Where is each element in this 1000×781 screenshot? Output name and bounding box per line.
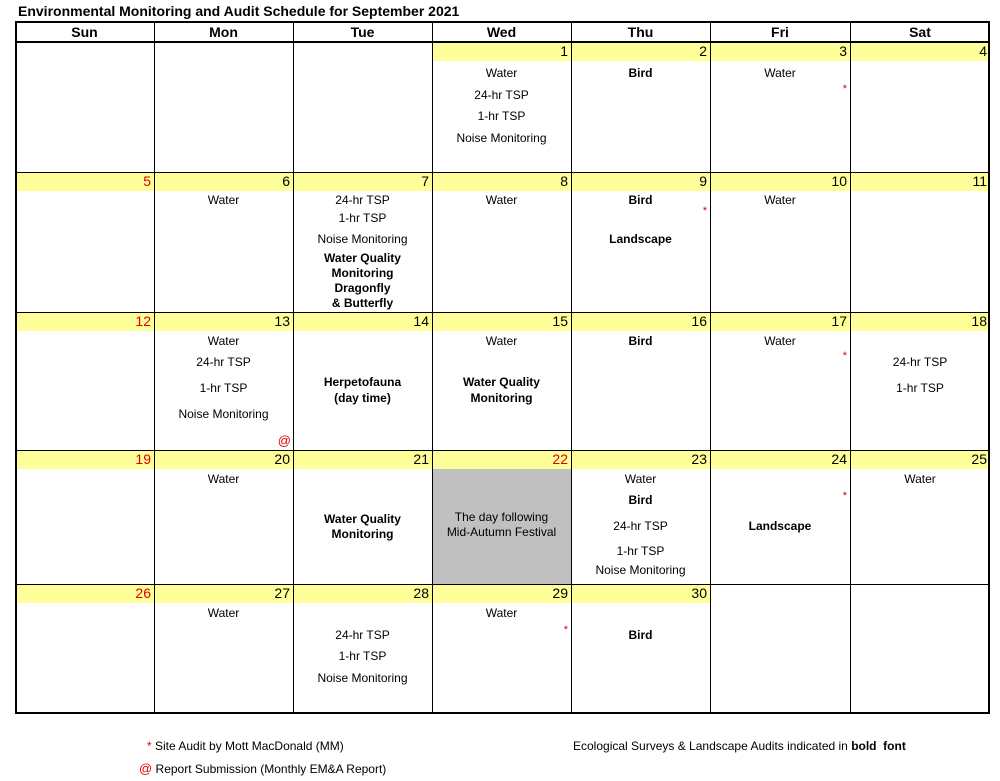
- day-number: 11: [972, 173, 987, 189]
- schedule-item: 1-hr TSP: [338, 211, 387, 225]
- schedule-item: Water: [485, 606, 518, 620]
- day-cell-8: [432, 172, 571, 312]
- day-number: 13: [274, 313, 290, 329]
- date-bar: [710, 42, 850, 61]
- weekday-header-thu: Thu: [627, 24, 654, 40]
- date-bar: [432, 584, 571, 603]
- schedule-item: Noise Monitoring: [317, 671, 408, 685]
- schedule-item: Monitoring: [331, 266, 394, 280]
- date-bar: [850, 312, 990, 331]
- schedule-item: Water Quality: [324, 251, 401, 265]
- day-cell-13: [154, 312, 293, 450]
- date-bar: [15, 584, 154, 603]
- calendar-grid: [15, 21, 990, 714]
- grid-col-line: [293, 21, 294, 714]
- schedule-item: 1-hr TSP: [896, 381, 944, 395]
- day-cell-26: [15, 584, 154, 714]
- legend-eco-bold: bold font: [851, 739, 906, 753]
- day-cell-24: [710, 450, 850, 584]
- day-number: 14: [413, 313, 429, 329]
- day-number: 30: [691, 585, 707, 601]
- grid-border-left: [15, 21, 17, 714]
- grid-col-line: [571, 21, 572, 714]
- page-title: Environmental Monitoring and Audit Schedule for September 2021: [18, 3, 460, 19]
- legend-at-symbol: @: [139, 761, 153, 776]
- date-bar: [15, 172, 154, 191]
- grid-row-line: [15, 172, 990, 173]
- date-bar: [571, 172, 710, 191]
- grid-col-line: [432, 21, 433, 714]
- schedule-item: Water: [207, 193, 240, 207]
- site-audit-marker: *: [842, 350, 847, 362]
- day-number: 1: [560, 43, 568, 59]
- legend-site-audit: [147, 739, 344, 753]
- schedule-item: Water: [764, 334, 796, 348]
- day-cell-22: [432, 450, 571, 584]
- schedule-item: Water Quality: [463, 375, 540, 389]
- date-bar: [710, 172, 850, 191]
- schedule-item: Dragonfly: [334, 281, 391, 295]
- site-audit-marker: *: [563, 624, 568, 636]
- weekday-header-sun: Sun: [71, 24, 98, 40]
- day-cell-27: [154, 584, 293, 714]
- grid-border-bottom: [15, 712, 990, 714]
- date-bar: [154, 312, 293, 331]
- day-number: 19: [135, 451, 151, 467]
- schedule-item: Water: [207, 606, 240, 620]
- date-bar: [293, 450, 432, 469]
- legend-eco-text: Ecological Surveys & Landscape Audits indicated in: [573, 739, 848, 753]
- schedule-item: Monitoring: [331, 527, 394, 541]
- weekday-header-sat: Sat: [909, 24, 931, 40]
- day-number: 28: [413, 585, 429, 601]
- day-cell-12: [15, 312, 154, 450]
- schedule-item: Water Quality: [324, 512, 401, 526]
- day-cell-6: [154, 172, 293, 312]
- schedule-item: Bird: [628, 193, 653, 207]
- day-number: 18: [971, 313, 987, 329]
- day-number: 16: [691, 313, 707, 329]
- legend-at-text: Report Submission (Monthly EM&A Report): [155, 762, 387, 776]
- day-cell-30: [571, 584, 710, 714]
- day-number: 7: [421, 173, 429, 189]
- schedule-item: Landscape: [748, 519, 812, 533]
- day-cell-7: [293, 172, 432, 312]
- legend-ecological: [573, 739, 906, 753]
- day-number: 23: [691, 451, 707, 467]
- date-bar: [432, 42, 571, 61]
- day-number: 20: [274, 451, 290, 467]
- schedule-item: Bird: [628, 334, 653, 348]
- date-bar: [571, 42, 710, 61]
- legend-report-submission: [139, 762, 386, 776]
- date-bar: [710, 312, 850, 331]
- day-cell-5: [15, 172, 154, 312]
- schedule-item: 24-hr TSP: [196, 355, 251, 369]
- day-cell-28: [293, 584, 432, 714]
- date-bar: [154, 450, 293, 469]
- grid-col-line: [710, 21, 711, 714]
- day-number: 9: [699, 173, 707, 189]
- date-bar: [293, 312, 432, 331]
- day-cell-3: [710, 42, 850, 172]
- day-cell-10: [710, 172, 850, 312]
- date-bar: [850, 172, 990, 191]
- day-number: 27: [274, 585, 290, 601]
- schedule-item: Noise Monitoring: [595, 563, 686, 577]
- schedule-item: 1-hr TSP: [477, 109, 526, 123]
- schedule-item: (day time): [334, 391, 391, 405]
- schedule-item: 1-hr TSP: [338, 649, 387, 663]
- day-cell-21: [293, 450, 432, 584]
- day-number: 4: [979, 43, 987, 59]
- date-bar: [15, 312, 154, 331]
- schedule-item: Water: [485, 334, 518, 348]
- schedule-item: Mid-Autumn Festival: [446, 525, 557, 539]
- schedule-item: Herpetofauna: [323, 375, 402, 389]
- day-cell-23: [571, 450, 710, 584]
- day-cell-1: [432, 42, 571, 172]
- date-bar: [154, 172, 293, 191]
- date-bar: [154, 584, 293, 603]
- schedule-item: 24-hr TSP: [613, 519, 668, 533]
- date-bar: [293, 584, 432, 603]
- schedule-item: Water: [764, 193, 796, 207]
- day-number: 3: [839, 43, 847, 59]
- schedule-item: Water: [624, 472, 657, 486]
- site-audit-marker: *: [842, 83, 847, 95]
- day-number: 21: [413, 451, 429, 467]
- day-number: 22: [552, 451, 568, 467]
- schedule-item: The day following: [454, 510, 549, 524]
- legend-star-symbol: *: [147, 739, 152, 753]
- report-submission-marker: @: [277, 433, 291, 448]
- grid-col-line: [850, 21, 851, 714]
- schedule-item: 24-hr TSP: [474, 88, 529, 102]
- day-number: 8: [560, 173, 568, 189]
- day-number: 26: [135, 585, 151, 601]
- schedule-item: Water: [904, 472, 936, 486]
- schedule-item: & Butterfly: [331, 296, 394, 310]
- day-cell-18: [850, 312, 990, 450]
- legend-star-text: Site Audit by Mott MacDonald (MM): [155, 739, 344, 753]
- schedule-item: Bird: [628, 66, 653, 80]
- date-bar: [850, 42, 990, 61]
- date-bar: [571, 450, 710, 469]
- day-number: 5: [143, 173, 151, 189]
- schedule-item: Noise Monitoring: [456, 131, 547, 145]
- schedule-item: Water: [764, 66, 796, 80]
- day-number: 15: [552, 313, 568, 329]
- grid-border-right: [988, 21, 990, 714]
- weekday-header-tue: Tue: [350, 24, 375, 40]
- day-cell-20: [154, 450, 293, 584]
- schedule-item: Bird: [628, 628, 653, 642]
- grid-row-line: [15, 584, 990, 585]
- day-cell-11: [850, 172, 990, 312]
- day-cell-14: [293, 312, 432, 450]
- schedule-item: 24-hr TSP: [335, 628, 390, 642]
- day-number: 25: [971, 451, 987, 467]
- date-bar: [571, 584, 710, 603]
- day-cell-25: [850, 450, 990, 584]
- site-audit-marker: *: [702, 205, 707, 217]
- day-number: 6: [282, 173, 290, 189]
- day-number: 24: [831, 451, 847, 467]
- schedule-item: Bird: [628, 493, 653, 507]
- date-bar: [432, 450, 571, 469]
- weekday-header-wed: Wed: [486, 24, 517, 40]
- day-cell-2: [571, 42, 710, 172]
- schedule-item: Water: [485, 193, 518, 207]
- day-number: 12: [135, 313, 151, 329]
- date-bar: [710, 450, 850, 469]
- grid-row-line: [15, 450, 990, 451]
- schedule-item: Noise Monitoring: [317, 232, 408, 246]
- day-cell-16: [571, 312, 710, 450]
- site-audit-marker: *: [842, 490, 847, 502]
- day-cell-17: [710, 312, 850, 450]
- day-number: 10: [831, 173, 847, 189]
- schedule-item: 24-hr TSP: [892, 355, 948, 369]
- schedule-item: Water: [207, 334, 240, 348]
- schedule-item: Noise Monitoring: [178, 407, 269, 421]
- weekday-header-fri: Fri: [771, 24, 789, 40]
- schedule-item: 1-hr TSP: [616, 544, 665, 558]
- day-cell-9: [571, 172, 710, 312]
- date-bar: [432, 312, 571, 331]
- day-number: 17: [831, 313, 847, 329]
- schedule-item: Landscape: [609, 232, 672, 246]
- schedule-item: Water: [485, 66, 518, 80]
- date-bar: [432, 172, 571, 191]
- date-bar: [293, 172, 432, 191]
- day-cell-4: [850, 42, 990, 172]
- day-cell-19: [15, 450, 154, 584]
- date-bar: [571, 312, 710, 331]
- grid-row-line: [15, 312, 990, 313]
- schedule-item: 1-hr TSP: [199, 381, 248, 395]
- weekday-header-mon: Mon: [209, 24, 238, 40]
- schedule-item: 24-hr TSP: [335, 193, 390, 207]
- grid-border-top: [15, 21, 990, 23]
- schedule-item: Water: [207, 472, 240, 486]
- schedule-item: Monitoring: [470, 391, 533, 405]
- date-bar: [850, 450, 990, 469]
- day-number: 2: [699, 43, 707, 59]
- day-cell-15: [432, 312, 571, 450]
- grid-header-line: [15, 41, 990, 43]
- grid-col-line: [154, 21, 155, 714]
- day-number: 29: [552, 585, 568, 601]
- day-cell-29: [432, 584, 571, 714]
- date-bar: [15, 450, 154, 469]
